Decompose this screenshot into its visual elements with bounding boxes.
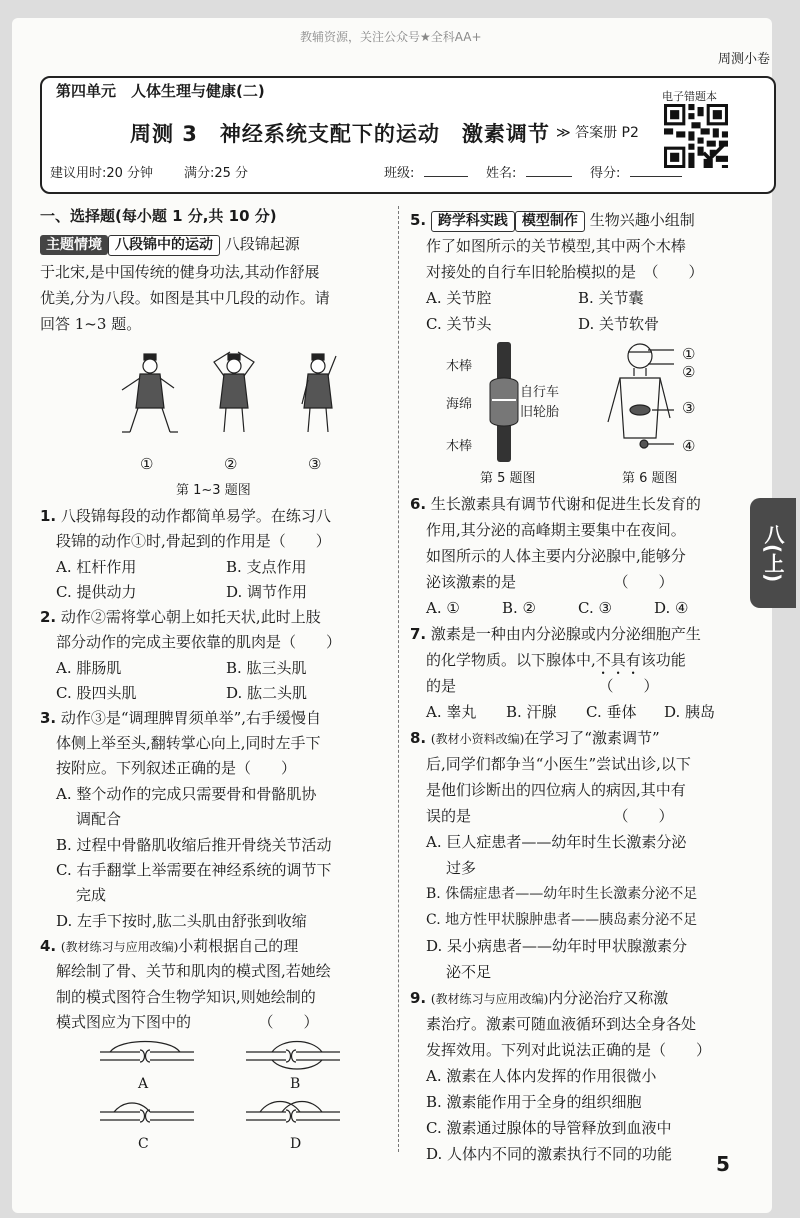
q1-option-a[interactable]: A. 杠杆作用 [56, 558, 137, 576]
q2-option-d[interactable]: D. 肱二头肌 [226, 684, 308, 702]
q7-stem-3: 的是 （ ） [426, 677, 659, 695]
q1-option-d[interactable]: D. 调节作用 [226, 583, 308, 601]
q5-stem-3: 对接处的自行车旧轮胎模拟的是 （ ） [426, 263, 704, 281]
q3-option-d[interactable]: D. 左手下按时,肱二头肌由舒张到收缩 [56, 912, 307, 930]
q6-label-4: ④ [682, 437, 696, 455]
q2-option-a[interactable]: A. 腓肠肌 [56, 659, 122, 677]
q7-option-a[interactable]: A. 睾丸 [426, 703, 477, 721]
q8-option-c[interactable]: C. 地方性甲状腺肿患者——胰岛素分泌不足 [426, 912, 698, 928]
q6-endocrine-figure [600, 340, 690, 464]
score-hint: 满分:25 分 [184, 166, 249, 181]
q1-stem-2: 段锦的动作①时,骨起到的作用是（ ） [56, 532, 331, 550]
q7-text-2c: 该功能 [640, 651, 686, 669]
q4-number: 4. [40, 937, 57, 955]
q6-label-3: ③ [682, 399, 696, 417]
model-b[interactable] [246, 1042, 340, 1070]
q7-emphasis: 不具有 [595, 651, 641, 669]
page-number: 5 [716, 1152, 730, 1176]
q5-label-tire-1: 自行车 [520, 385, 560, 400]
q8-stem-2: 后,同学们都争当“小医生”尝试出诊,以下 [426, 755, 691, 773]
q3-option-b[interactable]: B. 过程中骨骼肌收缩后推开骨绕关节活动 [56, 836, 332, 854]
q2-text-1: 动作②需将掌心朝上如托天状,此时上肢 [60, 608, 321, 626]
column-divider [398, 206, 399, 1152]
q5-label-wood-top: 木棒 [446, 359, 473, 374]
figure-pose-2 [214, 352, 254, 432]
q6-stem-3: 如图所示的人体主要内分泌腺中,能够分 [426, 547, 686, 565]
q9-stem-2: 素治疗。激素可随血液循环到达全身各处 [426, 1015, 697, 1033]
q1-option-c[interactable]: C. 提供动力 [56, 583, 137, 601]
q8-stem-4: 误的是 （ ） [426, 807, 674, 825]
q5-option-c[interactable]: C. 关节头 [426, 315, 492, 333]
q4-label-b: B [290, 1076, 301, 1092]
name-label: 姓名: [486, 166, 517, 181]
score-field[interactable] [630, 176, 682, 177]
q3-option-c[interactable]: C. 右手翻掌上举需要在神经系统的调节下 [56, 861, 332, 879]
q6-option-b[interactable]: B. ② [502, 599, 537, 617]
q8-option-d[interactable]: D. 呆小病患者——幼年时甲状腺激素分 [426, 937, 688, 955]
q7-number: 7. [410, 625, 427, 643]
q3-option-a-cont: 调配合 [76, 810, 122, 828]
q2-number: 2. [40, 608, 57, 626]
q5-stem-2: 作了如图所示的关节模型,其中两个木棒 [426, 237, 686, 255]
figure-pose-3 [302, 354, 336, 432]
q6-text-1: 生长激素具有调节代谢和促进生长发育的 [430, 495, 701, 513]
quiz-title: 周测 3 神经系统支配下的运动 激素调节 [130, 122, 550, 146]
section-heading: 一、选择题(每小题 1 分,共 10 分) [40, 207, 277, 225]
q2-stem-1 [40, 605, 321, 631]
q3-text-1: 动作③是“调理脾胃须单举”,右手缓慢自 [60, 709, 322, 727]
context-text-1: 八段锦起源 [224, 235, 300, 253]
q8-number: 8. [410, 729, 427, 747]
q5-option-a[interactable]: A. 关节腔 [426, 289, 492, 307]
q5-fig-caption: 第 5 题图 [480, 471, 536, 486]
q6-label-2: ② [682, 363, 696, 381]
q5-label-wood-bottom: 木棒 [446, 439, 473, 454]
q8-option-a[interactable]: A. 巨人症患者——幼年时生长激素分泌 [426, 833, 687, 851]
model-c[interactable] [100, 1103, 194, 1122]
q4-label-c: C [138, 1136, 149, 1152]
q2-stem-2: 部分动作的完成主要依靠的肌肉是（ ） [56, 633, 342, 651]
answer-reference: ≫ 答案册 P2 [556, 125, 639, 141]
fig-caption-1-3: 第 1~3 题图 [176, 483, 251, 498]
name-field[interactable] [526, 176, 572, 177]
q7-text-1: 激素是一种由内分泌腺或内分泌细胞产生 [430, 625, 701, 643]
q7-option-b[interactable]: B. 汗腺 [506, 703, 557, 721]
fig-label-3: ③ [308, 455, 322, 473]
series-label: 周测小卷 [717, 52, 770, 67]
class-field[interactable] [424, 176, 468, 177]
q7-option-d[interactable]: D. 胰岛 [664, 703, 716, 721]
q4-label-d: D [290, 1136, 302, 1152]
q9-text-1: 内分泌治疗又称激 [548, 989, 669, 1007]
q4-text-1: 小莉根据自己的理 [178, 937, 299, 955]
q1-text-1: 八段锦每段的动作都简单易学。在练习八 [60, 507, 331, 525]
fig-label-1: ① [140, 455, 154, 473]
context-text-4: 回答 1~3 题。 [40, 315, 142, 333]
q8-text-1: 在学习了“激素调节” [524, 729, 660, 747]
q8-stem-1 [410, 726, 660, 753]
q4-label-a: A [138, 1076, 149, 1092]
qr-label: 电子错题本 [662, 90, 717, 103]
context-text-3: 优美,分为八段。如图是其中几段的动作。请 [40, 289, 330, 307]
q3-stem-2: 体侧上举至头,翻转掌心向上,同时左手下 [56, 734, 321, 752]
q5-tag-interdisciplinary: 跨学科实践 [431, 211, 515, 232]
model-d[interactable] [246, 1102, 340, 1123]
q8-option-a-cont: 过多 [446, 859, 477, 877]
q6-fig-caption: 第 6 题图 [622, 471, 678, 486]
q6-option-a[interactable]: A. ① [426, 599, 460, 617]
q6-option-d[interactable]: D. ④ [654, 599, 689, 617]
q8-stem-3: 是他们诊断出的四位病人的病因,其中有 [426, 781, 686, 799]
q3-stem-1 [40, 706, 321, 732]
q5-label-tire-2: 旧轮胎 [520, 405, 560, 420]
q6-stem-1 [410, 492, 701, 518]
model-a[interactable] [100, 1042, 194, 1063]
q6-option-c[interactable]: C. ③ [578, 599, 612, 617]
q9-option-c[interactable]: C. 激素通过腺体的导管释放到血液中 [426, 1119, 672, 1137]
q5-option-d[interactable]: D. 关节软骨 [578, 315, 660, 333]
q5-number: 5. [410, 211, 427, 229]
q5-text-1: 生物兴趣小组制 [589, 211, 695, 229]
q1-number: 1. [40, 507, 57, 525]
context-topic: 八段锦中的运动 [108, 235, 220, 256]
context-line-1 [40, 232, 300, 258]
q8-option-b[interactable]: B. 侏儒症患者——幼年时生长激素分泌不足 [426, 886, 698, 902]
q9-option-d[interactable]: D. 人体内不同的激素执行不同的功能 [426, 1145, 673, 1163]
q2-option-c[interactable]: C. 股四头肌 [56, 684, 137, 702]
q5-tag-model: 模型制作 [515, 211, 585, 232]
figure-pose-1 [122, 354, 178, 432]
qr-code-icon[interactable] [664, 104, 728, 168]
q7-option-c[interactable]: C. 垂体 [586, 703, 637, 721]
q3-option-c-cont: 完成 [76, 886, 107, 904]
grade-side-tab: 八(上) [750, 498, 796, 608]
class-label: 班级: [384, 166, 415, 181]
context-text-2: 于北宋,是中国传统的健身功法,其动作舒展 [40, 263, 320, 281]
q3-number: 3. [40, 709, 57, 727]
q9-source: (教材练习与应用改编) [430, 992, 549, 1006]
q8-option-d-cont: 泌不足 [446, 963, 492, 981]
q6-number: 6. [410, 495, 427, 513]
q1-option-b[interactable]: B. 支点作用 [226, 558, 307, 576]
q4-stem-4: 模式图应为下图中的 （ ） [56, 1013, 319, 1031]
watermark-text: 教辅资源，关注公众号★全科AA+ [300, 30, 482, 44]
q9-stem-1 [410, 986, 668, 1013]
q4-source: (教材练习与应用改编) [60, 940, 179, 954]
q9-option-b[interactable]: B. 激素能作用于全身的组织细胞 [426, 1093, 642, 1111]
q8-source: (教材小资料改编) [430, 732, 525, 746]
q2-option-b[interactable]: B. 肱三头肌 [226, 659, 307, 677]
unit-title: 第四单元 人体生理与健康(二) [52, 80, 269, 101]
context-tag: 主题情境 [40, 235, 108, 255]
q3-option-a[interactable]: A. 整个动作的完成只需要骨和骨骼肌协 [56, 785, 317, 803]
q3-stem-3: 按附应。下列叙述正确的是（ ） [56, 759, 297, 777]
q6-stem-2: 作用,其分泌的高峰期主要集中在夜间。 [426, 521, 686, 539]
q6-label-1: ① [682, 345, 696, 363]
q5-label-sponge: 海绵 [446, 397, 473, 412]
fig-label-2: ② [224, 455, 238, 473]
q4-stem-2: 解绘制了骨、关节和肌肉的模式图,若她绘 [56, 962, 331, 980]
time-hint: 建议用时:20 分钟 [50, 166, 154, 181]
q5-stem-1 [410, 208, 695, 234]
q7-text-2a: 的化学物质。以下腺体中, [426, 651, 596, 669]
q9-option-a[interactable]: A. 激素在人体内发挥的作用很微小 [426, 1067, 657, 1085]
q4-stem-1 [40, 934, 298, 961]
q6-stem-4: 泌该激素的是 （ ） [426, 573, 674, 591]
q9-number: 9. [410, 989, 427, 1007]
q7-stem-1 [410, 622, 701, 648]
q4-stem-3: 制的模式图符合生物学知识,则她绘制的 [56, 988, 316, 1006]
q9-stem-3: 发挥效用。下列对此说法正确的是（ ） [426, 1041, 712, 1059]
q5-option-b[interactable]: B. 关节囊 [578, 289, 644, 307]
q1-stem-1 [40, 504, 331, 530]
baduanjin-figure [100, 350, 370, 444]
score-label: 得分: [590, 166, 621, 181]
